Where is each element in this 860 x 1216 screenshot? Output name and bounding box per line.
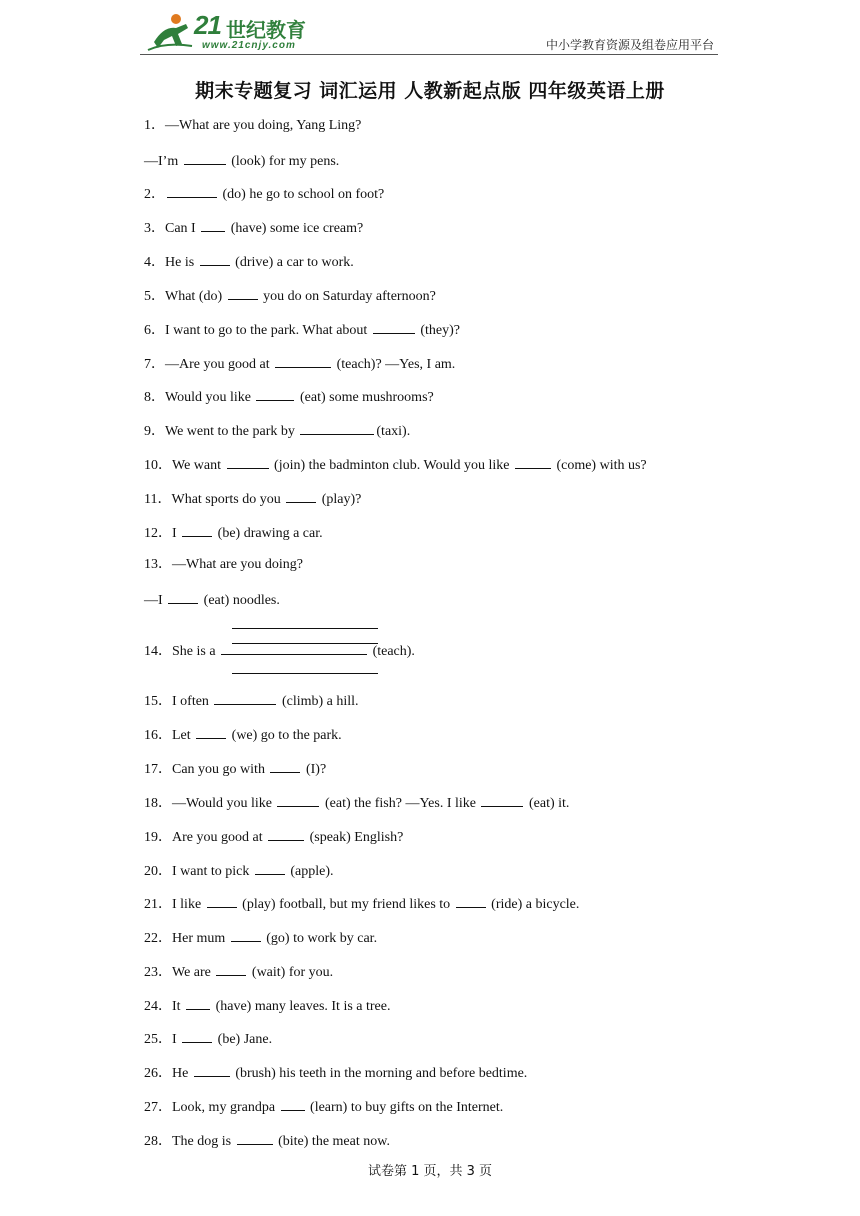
answer-blank[interactable] (216, 962, 246, 976)
question-row (144, 894, 579, 914)
question-text: (be) drawing a car. (214, 526, 323, 541)
question-text: 21．I like (144, 897, 205, 912)
question-text: 16．Let (144, 728, 195, 743)
answer-blank[interactable] (275, 354, 331, 368)
question-text: (apple). (286, 864, 334, 879)
page-header (140, 8, 718, 55)
answer-blank[interactable] (214, 691, 276, 705)
answer-blank[interactable] (255, 861, 285, 875)
question-text: (have) many leaves. It is a tree. (212, 999, 391, 1014)
question-row (144, 523, 323, 543)
question-text: (eat) it. (525, 796, 570, 811)
question-row (144, 861, 334, 881)
question-text: 1．—What are you doing, Yang Ling? (144, 118, 362, 133)
question-row (144, 1097, 503, 1117)
logo-number: 21 (194, 10, 221, 40)
question-text: (speak) English? (306, 830, 404, 845)
question-text: (look) for my pens. (227, 154, 340, 169)
question-text: 28．The dog is (144, 1134, 235, 1149)
answer-blank[interactable] (270, 759, 300, 773)
question-row (144, 691, 359, 711)
answer-blank[interactable] (182, 1029, 212, 1043)
question-text: (eat) the fish? —Yes. I like (321, 796, 480, 811)
question-text: (go) to work by car. (262, 931, 378, 946)
answer-blank[interactable] (231, 928, 261, 942)
question-text: (do) he go to school on foot? (219, 187, 385, 202)
answer-line[interactable] (232, 643, 378, 644)
question-text: 4．He is (144, 255, 198, 270)
question-row (144, 996, 390, 1016)
question-text: (climb) a hill. (278, 694, 359, 709)
answer-blank[interactable] (201, 218, 225, 232)
question-text: 2． (144, 187, 165, 202)
question-text: (play)? (318, 492, 362, 507)
question-text: (be) Jane. (214, 1032, 273, 1047)
question-text: (taxi). (376, 424, 411, 439)
answer-blank[interactable] (167, 184, 217, 198)
question-text: 19．Are you good at (144, 830, 267, 845)
question-text: —I’m (144, 154, 182, 169)
question-text: (bite) the meat now. (274, 1134, 390, 1149)
question-text: (eat) some mushrooms? (296, 390, 434, 405)
question-row (144, 421, 410, 441)
answer-blank[interactable] (256, 387, 294, 401)
question-text: 8．Would you like (144, 390, 255, 405)
logo-url: www.21cnjy.com (202, 40, 296, 51)
question-text: 6．I want to go to the park. What about (144, 323, 371, 338)
answer-blank[interactable] (228, 286, 258, 300)
question-text: 14．She is a (144, 644, 220, 659)
question-row (144, 759, 326, 779)
question-row (144, 928, 377, 948)
question-text: 24．It (144, 999, 185, 1014)
question-row (144, 151, 339, 171)
answer-blank[interactable] (237, 1131, 273, 1145)
question-text: (join) the badminton club. Would you like (270, 458, 513, 473)
question-text: (we) go to the park. (228, 728, 342, 743)
question-text: (brush) his teeth in the morning and before bedtime. (231, 1066, 528, 1081)
question-row (144, 556, 303, 574)
question-text: 13．—What are you doing? (144, 557, 304, 572)
question-row (144, 455, 647, 475)
question-row (144, 641, 415, 661)
question-text: 7．—Are you good at (144, 357, 274, 372)
answer-blank[interactable] (186, 996, 210, 1010)
answer-blank[interactable] (182, 523, 212, 537)
question-row (144, 286, 436, 306)
answer-blank[interactable] (168, 590, 198, 604)
question-text: (they)? (416, 323, 460, 338)
question-text: 11．What sports do you (144, 492, 285, 507)
question-text: (I)? (302, 762, 327, 777)
page-title: 期末专题复习 词汇运用 人教新起点版 四年级英语上册 (195, 80, 665, 102)
question-row (144, 252, 354, 272)
question-text: (teach). (369, 644, 415, 659)
question-row (144, 489, 361, 509)
page-footer: 试卷第 1 页，共 3 页 (367, 1164, 493, 1179)
question-text: 18．—Would you like (144, 796, 276, 811)
question-text: —I (144, 593, 167, 608)
answer-blank[interactable] (515, 455, 551, 469)
answer-blank[interactable] (456, 894, 486, 908)
question-row (144, 827, 403, 847)
answer-line[interactable] (232, 673, 378, 674)
question-row (144, 793, 569, 813)
question-row (144, 354, 455, 374)
question-text: (come) with us? (552, 458, 647, 473)
question-text: (learn) to buy gifts on the Internet. (306, 1100, 504, 1115)
question-row (144, 962, 333, 982)
answer-blank[interactable] (196, 725, 226, 739)
answer-blank[interactable] (277, 793, 319, 807)
question-text: (teach)? —Yes, I am. (333, 357, 456, 372)
question-text: (play) football, but my friend likes to (238, 897, 454, 912)
question-text: 27．Look, my grandpa (144, 1100, 279, 1115)
question-text: (drive) a car to work. (231, 255, 354, 270)
answer-blank[interactable] (286, 489, 316, 503)
question-row (144, 1063, 527, 1083)
question-row (144, 218, 363, 238)
question-text: 26．He (144, 1066, 192, 1081)
question-text: 22．Her mum (144, 931, 229, 946)
question-text: 15．I often (144, 694, 213, 709)
question-text: (wait) for you. (248, 965, 334, 980)
answer-blank[interactable] (281, 1097, 305, 1111)
question-row (144, 387, 434, 407)
question-text: 12．I (144, 526, 181, 541)
question-row (144, 590, 280, 610)
question-row (144, 320, 460, 340)
question-text: 25．I (144, 1032, 181, 1047)
question-row (144, 725, 342, 745)
answer-blank[interactable] (207, 894, 237, 908)
answer-blank[interactable] (227, 455, 269, 469)
site-logo (146, 10, 316, 52)
answer-blank[interactable] (481, 793, 523, 807)
answer-blank[interactable] (200, 252, 230, 266)
question-text: 17．Can you go with (144, 762, 269, 777)
question-text: 5．What (do) (144, 289, 226, 304)
question-text: 3．Can I (144, 221, 200, 236)
question-text: (eat) noodles. (200, 593, 280, 608)
platform-name: 中小学教育资源及组卷应用平台 (545, 38, 714, 52)
question-row (144, 184, 384, 204)
question-text: (ride) a bicycle. (487, 897, 580, 912)
question-text: you do on Saturday afternoon? (259, 289, 436, 304)
logo-text: 世纪教育 (226, 18, 306, 42)
question-text: 10．We want (144, 458, 225, 473)
question-row (144, 1029, 272, 1049)
answer-blank[interactable] (184, 151, 226, 165)
question-text: (have) some ice cream? (227, 221, 364, 236)
answer-blank[interactable] (268, 827, 304, 841)
question-text: 20．I want to pick (144, 864, 253, 879)
question-text: 23．We are (144, 965, 215, 980)
answer-blank[interactable] (300, 421, 374, 435)
question-row (144, 1131, 390, 1151)
runner-logo-icon (146, 12, 194, 52)
question-row (144, 117, 361, 135)
answer-blank[interactable] (194, 1063, 230, 1077)
answer-line[interactable] (232, 628, 378, 629)
answer-blank[interactable] (373, 320, 415, 334)
question-text: 9．We went to the park by (144, 424, 299, 439)
